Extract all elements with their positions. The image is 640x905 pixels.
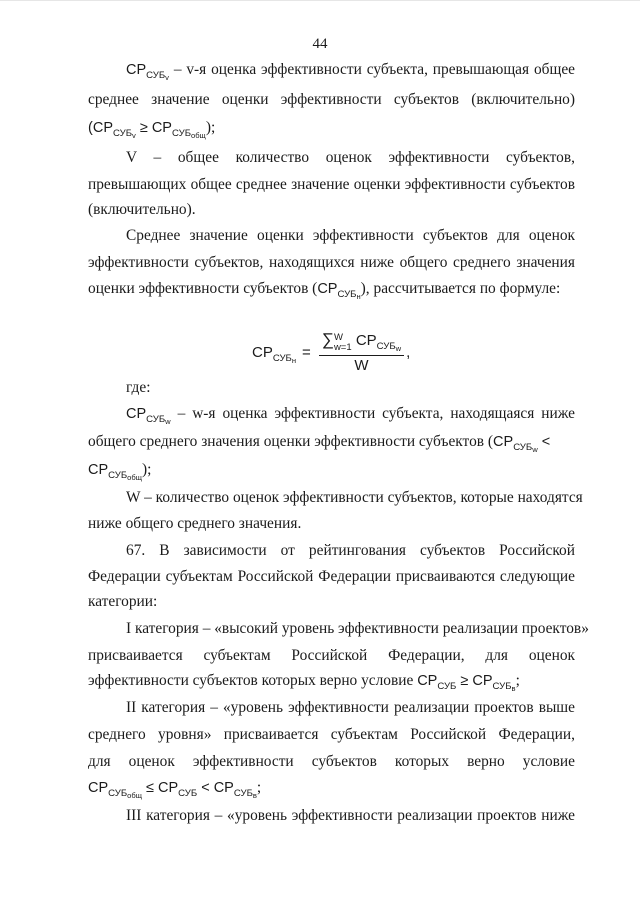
text-line: где: bbox=[126, 379, 151, 396]
text-line: $СР_{СУБ_w} - w-я$ оценка эффективности субъекта, находящаяся ниже bbox=[126, 405, 575, 426]
text-line: V – общее количество оценок эффективности субъектов, bbox=[126, 149, 575, 166]
text-line: присваивается субъектам Российской Федерации, для оценок bbox=[88, 647, 575, 664]
formula: $СР_{СУБ_н}$ = ∑W w=1 $СР_{СУБ_w}$ W , bbox=[252, 330, 411, 374]
text-line: среднего уровня» присваивается субъектам Российской Федерации, bbox=[88, 726, 575, 743]
text-line: $СР_{СУБ_{общ}} \le СР_{СУБ} < СР_{СУБ_в}$; bbox=[88, 779, 262, 800]
text-line: Среднее значение оценки эффективности субъектов для оценок bbox=[126, 227, 575, 244]
text-line: III категория – «уровень эффективности реализации проектов ниже bbox=[126, 807, 575, 824]
text-line: оценки эффективности субъектов $(СР_{СУБ_н})$, рассчитывается по формуле: bbox=[88, 280, 561, 301]
text-line: 67. В зависимости от рейтингования субъектов Российской bbox=[126, 542, 575, 559]
text-line: $(СР_{СУБ_v} \ge СР_{СУБ_{общ}})$; bbox=[88, 119, 216, 140]
text-line: эффективности субъектов, находящихся ниже общего среднего значения bbox=[88, 254, 575, 271]
text-line: общего среднего значения оценки эффективности субъектов ($СР_{СУБ_w}$ < bbox=[88, 433, 551, 454]
fraction-numerator: ∑W w=1 $СР_{СУБ_w}$ bbox=[319, 330, 404, 356]
text-line: эффективности субъектов которых верно условие $СР_{СУБ} \ge СР_{СУБ_в}$; bbox=[88, 672, 520, 693]
page-number: 44 bbox=[312, 36, 328, 52]
text-line: ниже общего среднего значения. bbox=[88, 515, 302, 532]
fraction-denominator: W bbox=[354, 357, 369, 374]
math-term: $СР_{СУБ_v}$ bbox=[126, 62, 169, 82]
text-line: W – количество оценок эффективности субъектов, которые находятся bbox=[126, 489, 583, 506]
text-line: II категория – «уровень эффективности реализации проектов выше bbox=[126, 699, 575, 716]
scan-edge bbox=[0, 0, 640, 1]
formula-lhs: $СР_{СУБ_н}$ bbox=[252, 343, 297, 365]
text-line: среднее значение оценки эффективности субъектов (включительно) bbox=[88, 91, 575, 108]
text-line: категории: bbox=[88, 593, 158, 610]
text-line: Федерации субъектам Российской Федерации присваиваются следующие bbox=[88, 568, 575, 585]
text-line: $СР_{СУБ_v} - v-я$ оценка эффективности субъекта, превышающая общее bbox=[126, 61, 575, 82]
text-line: превышающих общее среднее значение оценки эффективности субъектов bbox=[88, 176, 575, 193]
text-line: (включительно). bbox=[88, 201, 196, 218]
text-line: I категория – «высокий уровень эффективности реализации проектов» bbox=[126, 620, 589, 637]
text-line: для оценок эффективности субъектов которых верно условие bbox=[88, 753, 575, 770]
formula-fraction bbox=[319, 330, 404, 374]
text-line: $СР_{СУБ_{общ}}$); bbox=[88, 461, 152, 482]
